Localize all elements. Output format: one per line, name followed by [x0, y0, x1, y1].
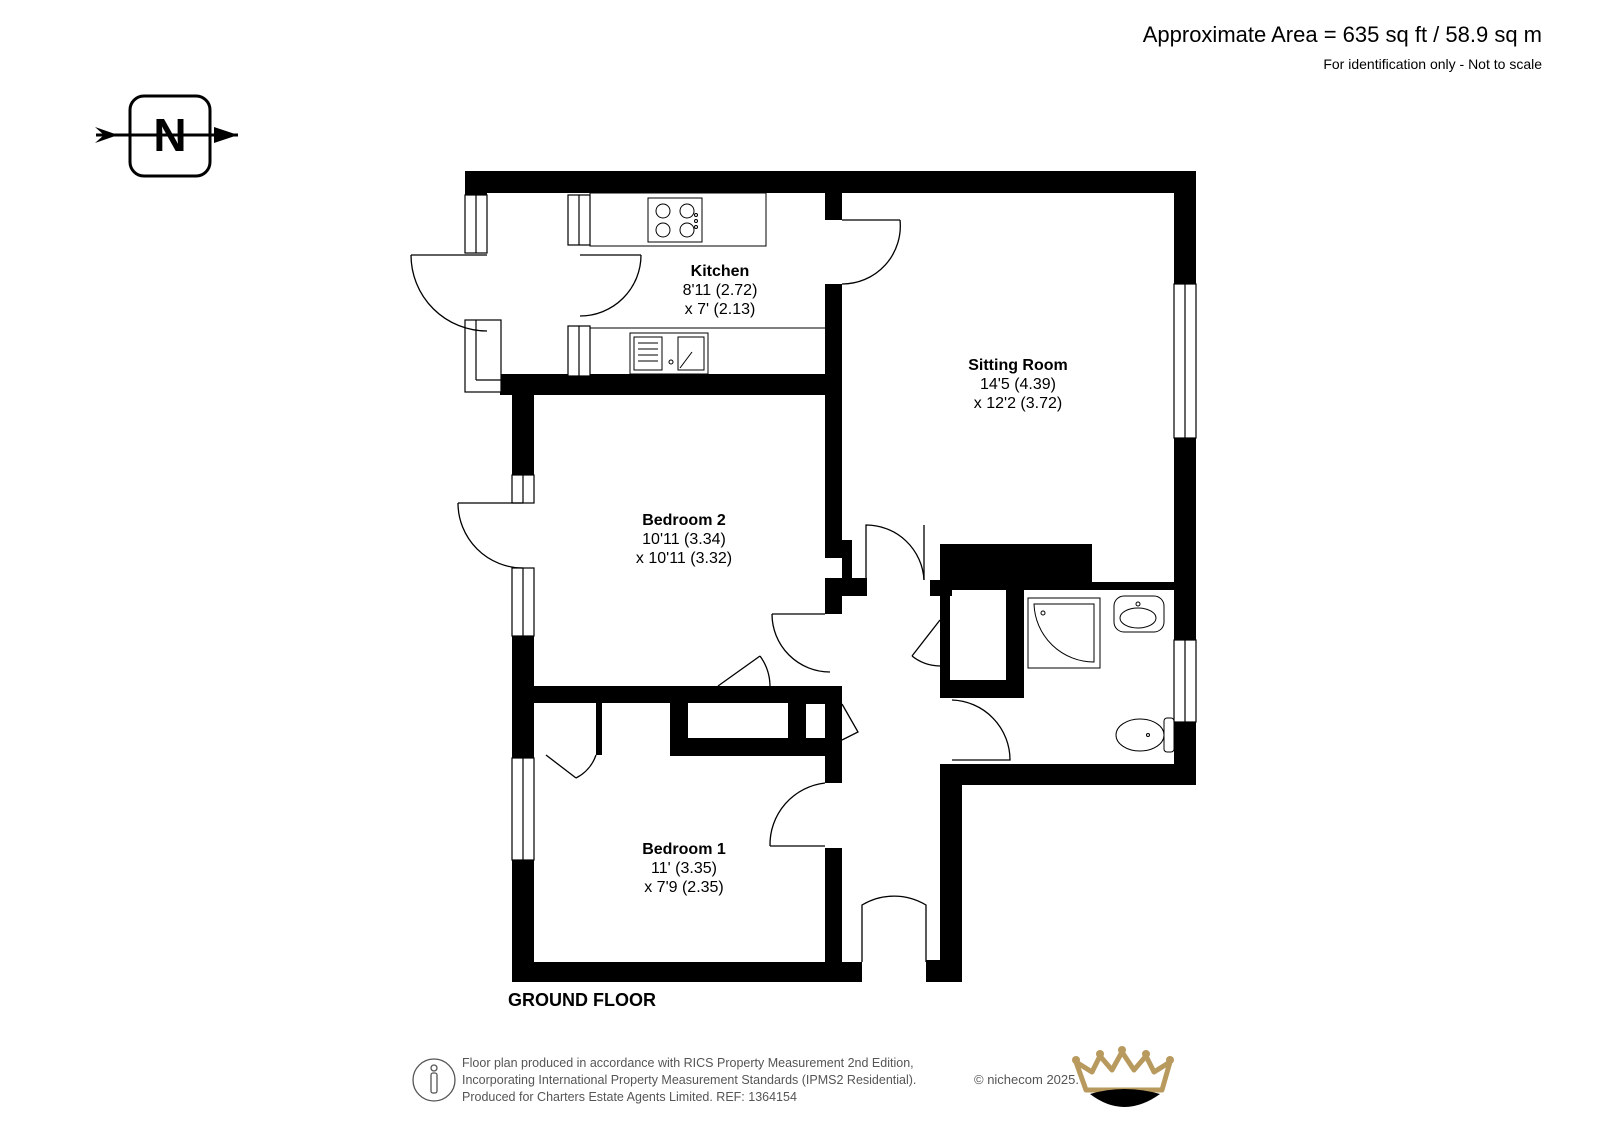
bathroom-fittings [1028, 596, 1174, 752]
room-sitting-room [928, 356, 1108, 413]
toilet-icon [1116, 719, 1164, 751]
room-bedroom-1-dim2: x 7'9 (2.35) [644, 879, 724, 896]
room-bedroom-1-name: Bedroom 1 [642, 841, 726, 858]
room-sitting-room-name: Sitting Room [968, 357, 1068, 374]
walls [465, 171, 1196, 982]
footer-line-3: Produced for Charters Estate Agents Limited. REF: 1364154 [462, 1090, 797, 1104]
hob-icon [648, 198, 702, 242]
person-icon [413, 1059, 455, 1101]
room-bedroom-2-name: Bedroom 2 [642, 512, 726, 529]
footer-notes [462, 1055, 916, 1106]
room-kitchen [640, 262, 800, 319]
copyright: © nichecom 2025. [974, 1072, 1079, 1087]
crown-logo [1072, 1046, 1174, 1107]
sink-icon [630, 333, 708, 374]
room-bedroom-1-dim1: 11' (3.35) [651, 860, 717, 877]
room-kitchen-dim1: 8'11 (2.72) [682, 282, 758, 299]
room-bedroom-2-dim1: 10'11 (3.34) [642, 531, 726, 548]
room-bedroom-2-dim2: x 10'11 (3.32) [635, 550, 733, 567]
footer-line-1: Floor plan produced in accordance with RICS Property Measurement 2nd Edition, [462, 1056, 914, 1070]
compass-letter: N [153, 109, 187, 161]
room-kitchen-name: Kitchen [690, 263, 750, 280]
room-bedroom-2 [594, 511, 774, 568]
floor-label: GROUND FLOOR [508, 990, 656, 1010]
approximate-area: Approximate Area = 635 sq ft / 58.9 sq m [1142, 22, 1542, 47]
scale-note: For identification only - Not to scale [1323, 56, 1542, 72]
room-sitting-room-dim2: x 12'2 (3.72) [973, 395, 1063, 412]
shower-icon [1028, 598, 1100, 668]
room-bedroom-1 [594, 840, 774, 897]
room-sitting-room-dim1: 14'5 (4.39) [980, 376, 1056, 393]
footer-line-2: Incorporating International Property Measurement Standards (IPMS2 Residential). [462, 1073, 917, 1087]
room-kitchen-dim2: x 7' (2.13) [684, 301, 756, 318]
